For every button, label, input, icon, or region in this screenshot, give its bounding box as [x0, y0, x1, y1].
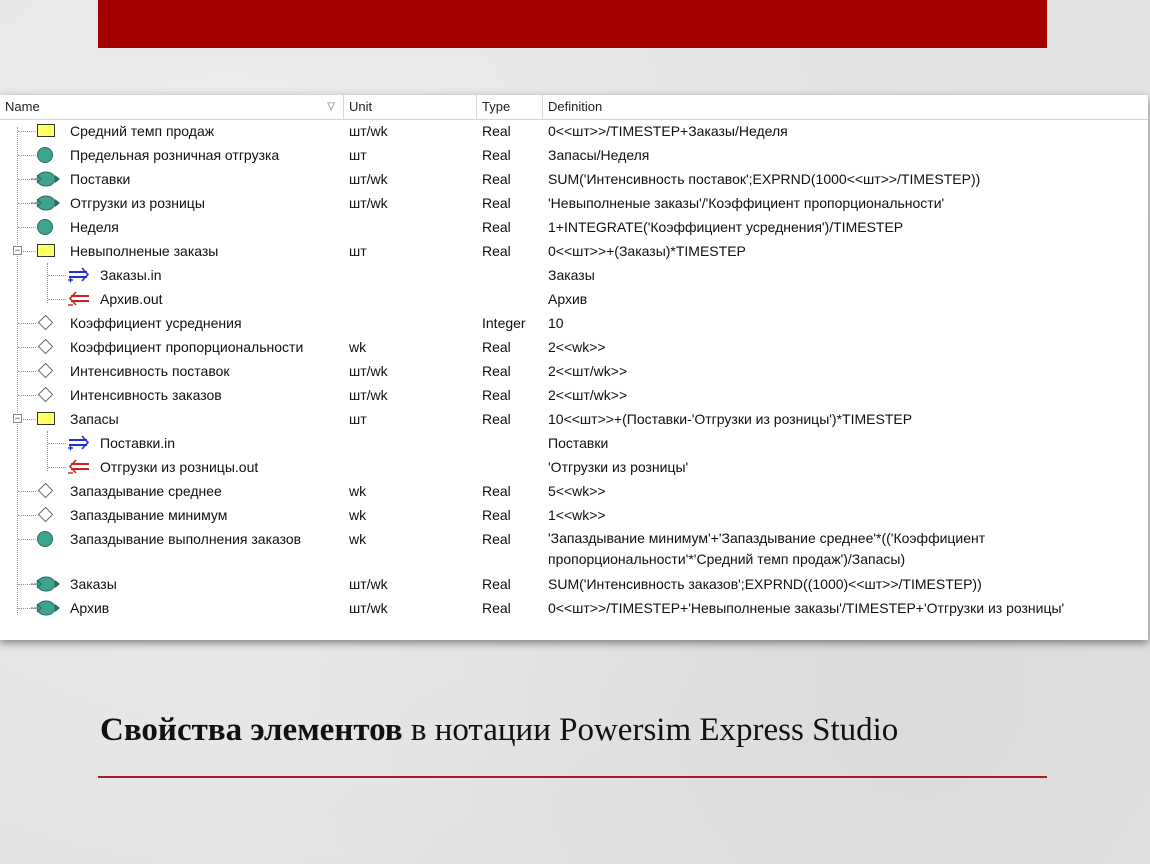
- row-name: Запаздывание минимум: [70, 507, 228, 523]
- tree-line: [18, 539, 36, 540]
- row-name: Архив.out: [100, 291, 163, 307]
- flow-icon: [31, 574, 61, 594]
- table-row[interactable]: [0, 263, 1148, 287]
- table-row[interactable]: [0, 143, 1148, 167]
- caption-underline: [98, 776, 1047, 778]
- row-definition: 'Запаздывание минимум'+'Запаздывание среднее'*(('Коэффициент пропорциональности'*'Средний темп продаж')/Запасы): [548, 530, 986, 567]
- row-type: Real: [482, 363, 511, 379]
- row-unit: wk: [349, 531, 367, 547]
- row-name: Интенсивность поставок: [70, 363, 230, 379]
- row-definition: 'Отгрузки из розницы': [548, 459, 689, 475]
- row-name: Предельная розничная отгрузка: [70, 147, 280, 163]
- constant-icon: [38, 315, 54, 331]
- row-definition: 10<<шт>>+(Поставки-'Отгрузки из розницы')*TIMESTEP: [548, 411, 913, 427]
- row-name: Интенсивность заказов: [70, 387, 222, 403]
- sort-icon: ▽: [327, 101, 335, 112]
- tree-line: [18, 323, 36, 324]
- tree-line: [18, 131, 36, 132]
- column-header-name[interactable]: Name ▽: [0, 95, 344, 119]
- row-name: Запаздывание среднее: [70, 483, 222, 499]
- row-type: Real: [482, 600, 511, 616]
- row-definition: 2<<шт/wk>>: [548, 363, 628, 379]
- row-name: Отгрузки из розницы.out: [100, 459, 259, 475]
- auxiliary-icon: [37, 531, 53, 547]
- table-row[interactable]: [0, 311, 1148, 335]
- row-type: Real: [482, 123, 511, 139]
- row-definition: 2<<wk>>: [548, 339, 606, 355]
- table-row[interactable]: [0, 167, 1148, 191]
- row-name: Средний темп продаж: [70, 123, 215, 139]
- grid-header: [0, 95, 1148, 120]
- collapse-toggle-icon[interactable]: −: [14, 245, 21, 255]
- column-header-definition[interactable]: Definition: [548, 99, 603, 114]
- row-unit: шт/wk: [349, 576, 388, 592]
- row-type: Real: [482, 387, 511, 403]
- level-icon: [37, 412, 55, 425]
- table-row[interactable]: [0, 572, 1148, 596]
- row-unit: wk: [349, 483, 367, 499]
- table-row[interactable]: [0, 455, 1148, 479]
- row-unit: шт: [349, 243, 367, 259]
- row-name: Неделя: [70, 219, 119, 235]
- column-header-unit[interactable]: Unit: [344, 95, 477, 119]
- row-unit: шт: [349, 411, 367, 427]
- level-icon: [37, 244, 55, 257]
- table-row[interactable]: [0, 479, 1148, 503]
- tree-line: [18, 227, 36, 228]
- row-definition: Заказы: [548, 267, 595, 283]
- row-name: Отгрузки из розницы: [70, 195, 205, 211]
- row-type: Real: [482, 507, 511, 523]
- table-row[interactable]: [0, 359, 1148, 383]
- tree-line: [18, 371, 36, 372]
- flow-icon: [31, 193, 61, 213]
- row-type: Real: [482, 171, 511, 187]
- row-type: Real: [482, 147, 511, 163]
- row-definition: Архив: [548, 291, 588, 307]
- row-name: Архив: [70, 600, 110, 616]
- row-definition: SUM('Интенсивность поставок';EXPRND(1000<<шт>>/TIMESTEP)): [548, 171, 981, 187]
- table-row[interactable]: [0, 335, 1148, 359]
- row-definition: 0<<шт>>+(Заказы)*TIMESTEP: [548, 243, 746, 259]
- inflow-link-icon: [67, 265, 91, 285]
- row-name: Заказы: [70, 576, 117, 592]
- row-type: Real: [482, 576, 511, 592]
- slide-caption: Свойства элементов в нотации Powersim Express Studio: [100, 712, 899, 748]
- row-unit: wk: [349, 339, 367, 355]
- row-type: Real: [482, 243, 511, 259]
- flow-icon: [31, 169, 61, 189]
- tree-line: [48, 467, 66, 468]
- outflow-link-icon: [67, 289, 91, 309]
- row-name: Поставки: [70, 171, 131, 187]
- row-definition: 'Невыполненые заказы'/'Коэффициент пропорциональности': [548, 195, 945, 211]
- row-name: Поставки.in: [100, 435, 176, 451]
- table-row[interactable]: [0, 239, 1148, 263]
- tree-line: [18, 395, 36, 396]
- row-name: Заказы.in: [100, 267, 162, 283]
- row-unit: wk: [349, 507, 367, 523]
- row-definition: Поставки: [548, 435, 609, 451]
- tree-line: [48, 275, 66, 276]
- row-name: Коэффициент усреднения: [70, 315, 242, 331]
- properties-grid: [0, 95, 1148, 640]
- row-unit: шт/wk: [349, 387, 388, 403]
- row-type: Real: [482, 195, 511, 211]
- table-row[interactable]: [0, 407, 1148, 431]
- row-definition: 0<<шт>>/TIMESTEP+Заказы/Неделя: [548, 123, 788, 139]
- table-row[interactable]: [0, 191, 1148, 215]
- collapse-toggle-icon[interactable]: −: [14, 413, 21, 423]
- constant-icon: [38, 507, 54, 523]
- row-type: Real: [482, 483, 511, 499]
- row-definition: 5<<wk>>: [548, 483, 606, 499]
- tree-line: [18, 347, 36, 348]
- constant-icon: [38, 363, 54, 379]
- row-unit: шт/wk: [349, 600, 388, 616]
- row-definition: 10: [548, 315, 564, 331]
- row-unit: шт/wk: [349, 171, 388, 187]
- table-row[interactable]: [0, 527, 1148, 567]
- tree-line: [18, 515, 36, 516]
- table-row[interactable]: [0, 119, 1148, 143]
- row-unit: шт/wk: [349, 123, 388, 139]
- row-type: Real: [482, 219, 511, 235]
- table-row[interactable]: [0, 383, 1148, 407]
- table-row[interactable]: [0, 287, 1148, 311]
- constant-icon: [38, 339, 54, 355]
- row-unit: шт/wk: [349, 363, 388, 379]
- row-unit: шт: [349, 147, 367, 163]
- table-row[interactable]: [0, 431, 1148, 455]
- column-header-type[interactable]: Type: [477, 95, 543, 119]
- row-type: Real: [482, 339, 511, 355]
- tree-line: [18, 491, 36, 492]
- row-definition: Запасы/Неделя: [548, 147, 650, 163]
- constant-icon: [38, 483, 54, 499]
- row-type: Real: [482, 411, 511, 427]
- tree-line: [18, 155, 36, 156]
- level-icon: [37, 124, 55, 137]
- flow-icon: [31, 598, 61, 618]
- table-row[interactable]: [0, 215, 1148, 239]
- inflow-link-icon: [67, 433, 91, 453]
- title-banner: [98, 0, 1047, 48]
- row-type: Integer: [482, 315, 526, 331]
- row-definition: 1+INTEGRATE('Коэффициент усреднения')/TIMESTEP: [548, 219, 904, 235]
- table-row[interactable]: [0, 596, 1148, 620]
- row-definition: 2<<шт/wk>>: [548, 387, 628, 403]
- row-name: Невыполненые заказы: [70, 243, 219, 259]
- outflow-link-icon: [67, 457, 91, 477]
- auxiliary-icon: [37, 147, 53, 163]
- constant-icon: [38, 387, 54, 403]
- row-name: Коэффициент пропорциональности: [70, 339, 304, 355]
- row-name: Запасы: [70, 411, 119, 427]
- auxiliary-icon: [37, 219, 53, 235]
- row-definition: SUM('Интенсивность заказов';EXPRND((1000)<<шт>>/TIMESTEP)): [548, 576, 982, 592]
- row-definition: 1<<wk>>: [548, 507, 606, 523]
- row-unit: шт/wk: [349, 195, 388, 211]
- tree-line: [48, 443, 66, 444]
- table-row[interactable]: [0, 503, 1148, 527]
- row-type: Real: [482, 531, 511, 547]
- row-name: Запаздывание выполнения заказов: [70, 531, 302, 547]
- tree-line: [48, 299, 66, 300]
- row-definition: 0<<шт>>/TIMESTEP+'Невыполненые заказы'/TIMESTEP+'Отгрузки из розницы': [548, 600, 1065, 616]
